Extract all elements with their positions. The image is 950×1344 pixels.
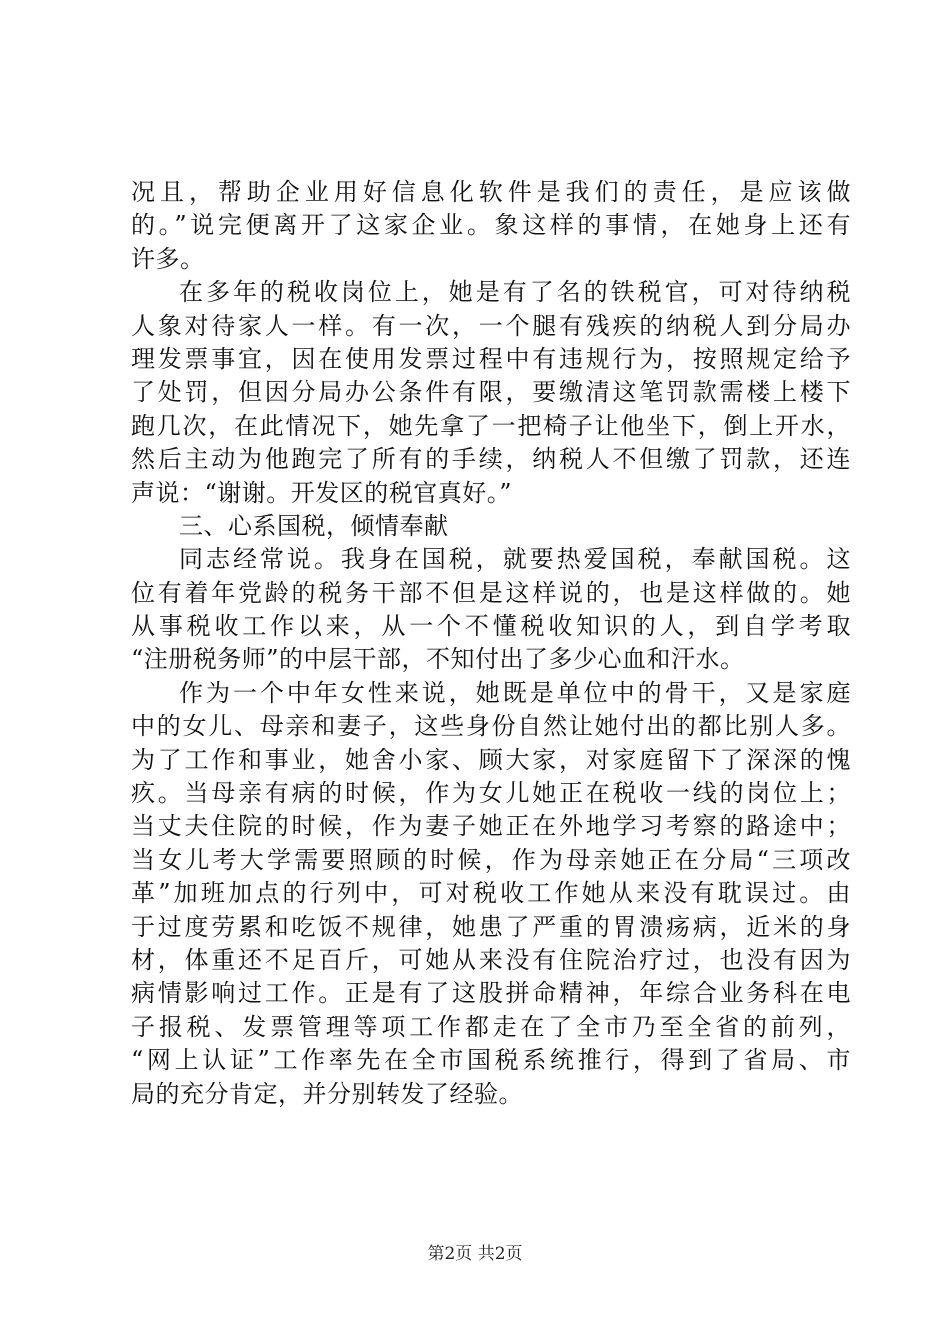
document-body: [131, 176, 851, 1111]
text-line: 当丈夫住院的时候，作为妻子她正在外地学习考察的路途中；: [131, 812, 851, 841]
text-line: “网上认证”工作率先在全市国税系统推行，得到了省局、市: [131, 1046, 851, 1075]
text-line: 材，体重还不足百斤，可她从来没有住院治疗过，也没有因为: [131, 945, 851, 974]
text-line: 跑几次，在此情况下，她先拿了一把椅子让他坐下，倒上开水，: [131, 411, 851, 440]
text-line: 从事税收工作以来，从一个不懂税收知识的人，到自学考取: [131, 612, 851, 641]
text-line: 疚。当母亲有病的时候，作为女儿她正在税收一线的岗位上；: [131, 779, 851, 808]
text-line: 于过度劳累和吃饭不规律，她患了严重的胃溃疡病，近米的身: [131, 912, 851, 941]
text-line: 当女儿考大学需要照顾的时候，作为母亲她正在分局“三项改: [131, 845, 851, 874]
text-line: 病情影响过工作。正是有了这股拼命精神，年综合业务科在电: [131, 979, 851, 1008]
text-line: 为了工作和事业，她舍小家、顾大家，对家庭留下了深深的愧: [131, 745, 851, 774]
text-line: 革”加班加点的行列中，可对税收工作她从来没有耽误过。由: [131, 879, 851, 908]
text-line: 声说：“谢谢。开发区的税官真好。”: [131, 478, 513, 507]
text-line: 况且，帮助企业用好信息化软件是我们的责任，是应该做: [131, 178, 851, 206]
text-line: 局的充分肯定，并分别转发了经验。: [131, 1079, 523, 1108]
text-line: 三、心系国税，倾情奉献: [179, 511, 449, 540]
text-line: “注册税务师”的中层干部，不知付出了多少心血和汗水。: [131, 645, 745, 674]
text-line: 然后主动为他跑完了所有的手续，纳税人不但缴了罚款，还连: [131, 445, 851, 474]
text-line: 人象对待家人一样。有一次，一个腿有残疾的纳税人到分局办: [131, 311, 851, 340]
page-footer: 第2页 共2页: [427, 1244, 523, 1264]
text-line: 中的女儿、母亲和妻子，这些身份自然让她付出的都比别人多。: [131, 712, 851, 741]
text-line: 同志经常说。我身在国税，就要热爱国税，奉献国税。这: [179, 545, 851, 574]
text-line: 作为一个中年女性来说，她既是单位中的骨干，又是家庭: [179, 678, 851, 707]
text-line: 在多年的税收岗位上，她是有了名的铁税官，可对待纳税: [179, 278, 851, 307]
text-line: 许多。: [131, 244, 205, 273]
text-line: 理发票事宜，因在使用发票过程中有违规行为，按照规定给予: [131, 344, 851, 373]
text-line: 子报税、发票管理等项工作都走在了全市乃至全省的前列，: [131, 1012, 851, 1041]
text-line: 的。”说完便离开了这家企业。象这样的事情，在她身上还有: [131, 211, 851, 240]
text-line: 位有着年党龄的税务干部不但是这样说的，也是这样做的。她: [131, 578, 851, 607]
text-line: 了处罚，但因分局办公条件有限，要缴清这笔罚款需楼上楼下: [131, 378, 851, 407]
